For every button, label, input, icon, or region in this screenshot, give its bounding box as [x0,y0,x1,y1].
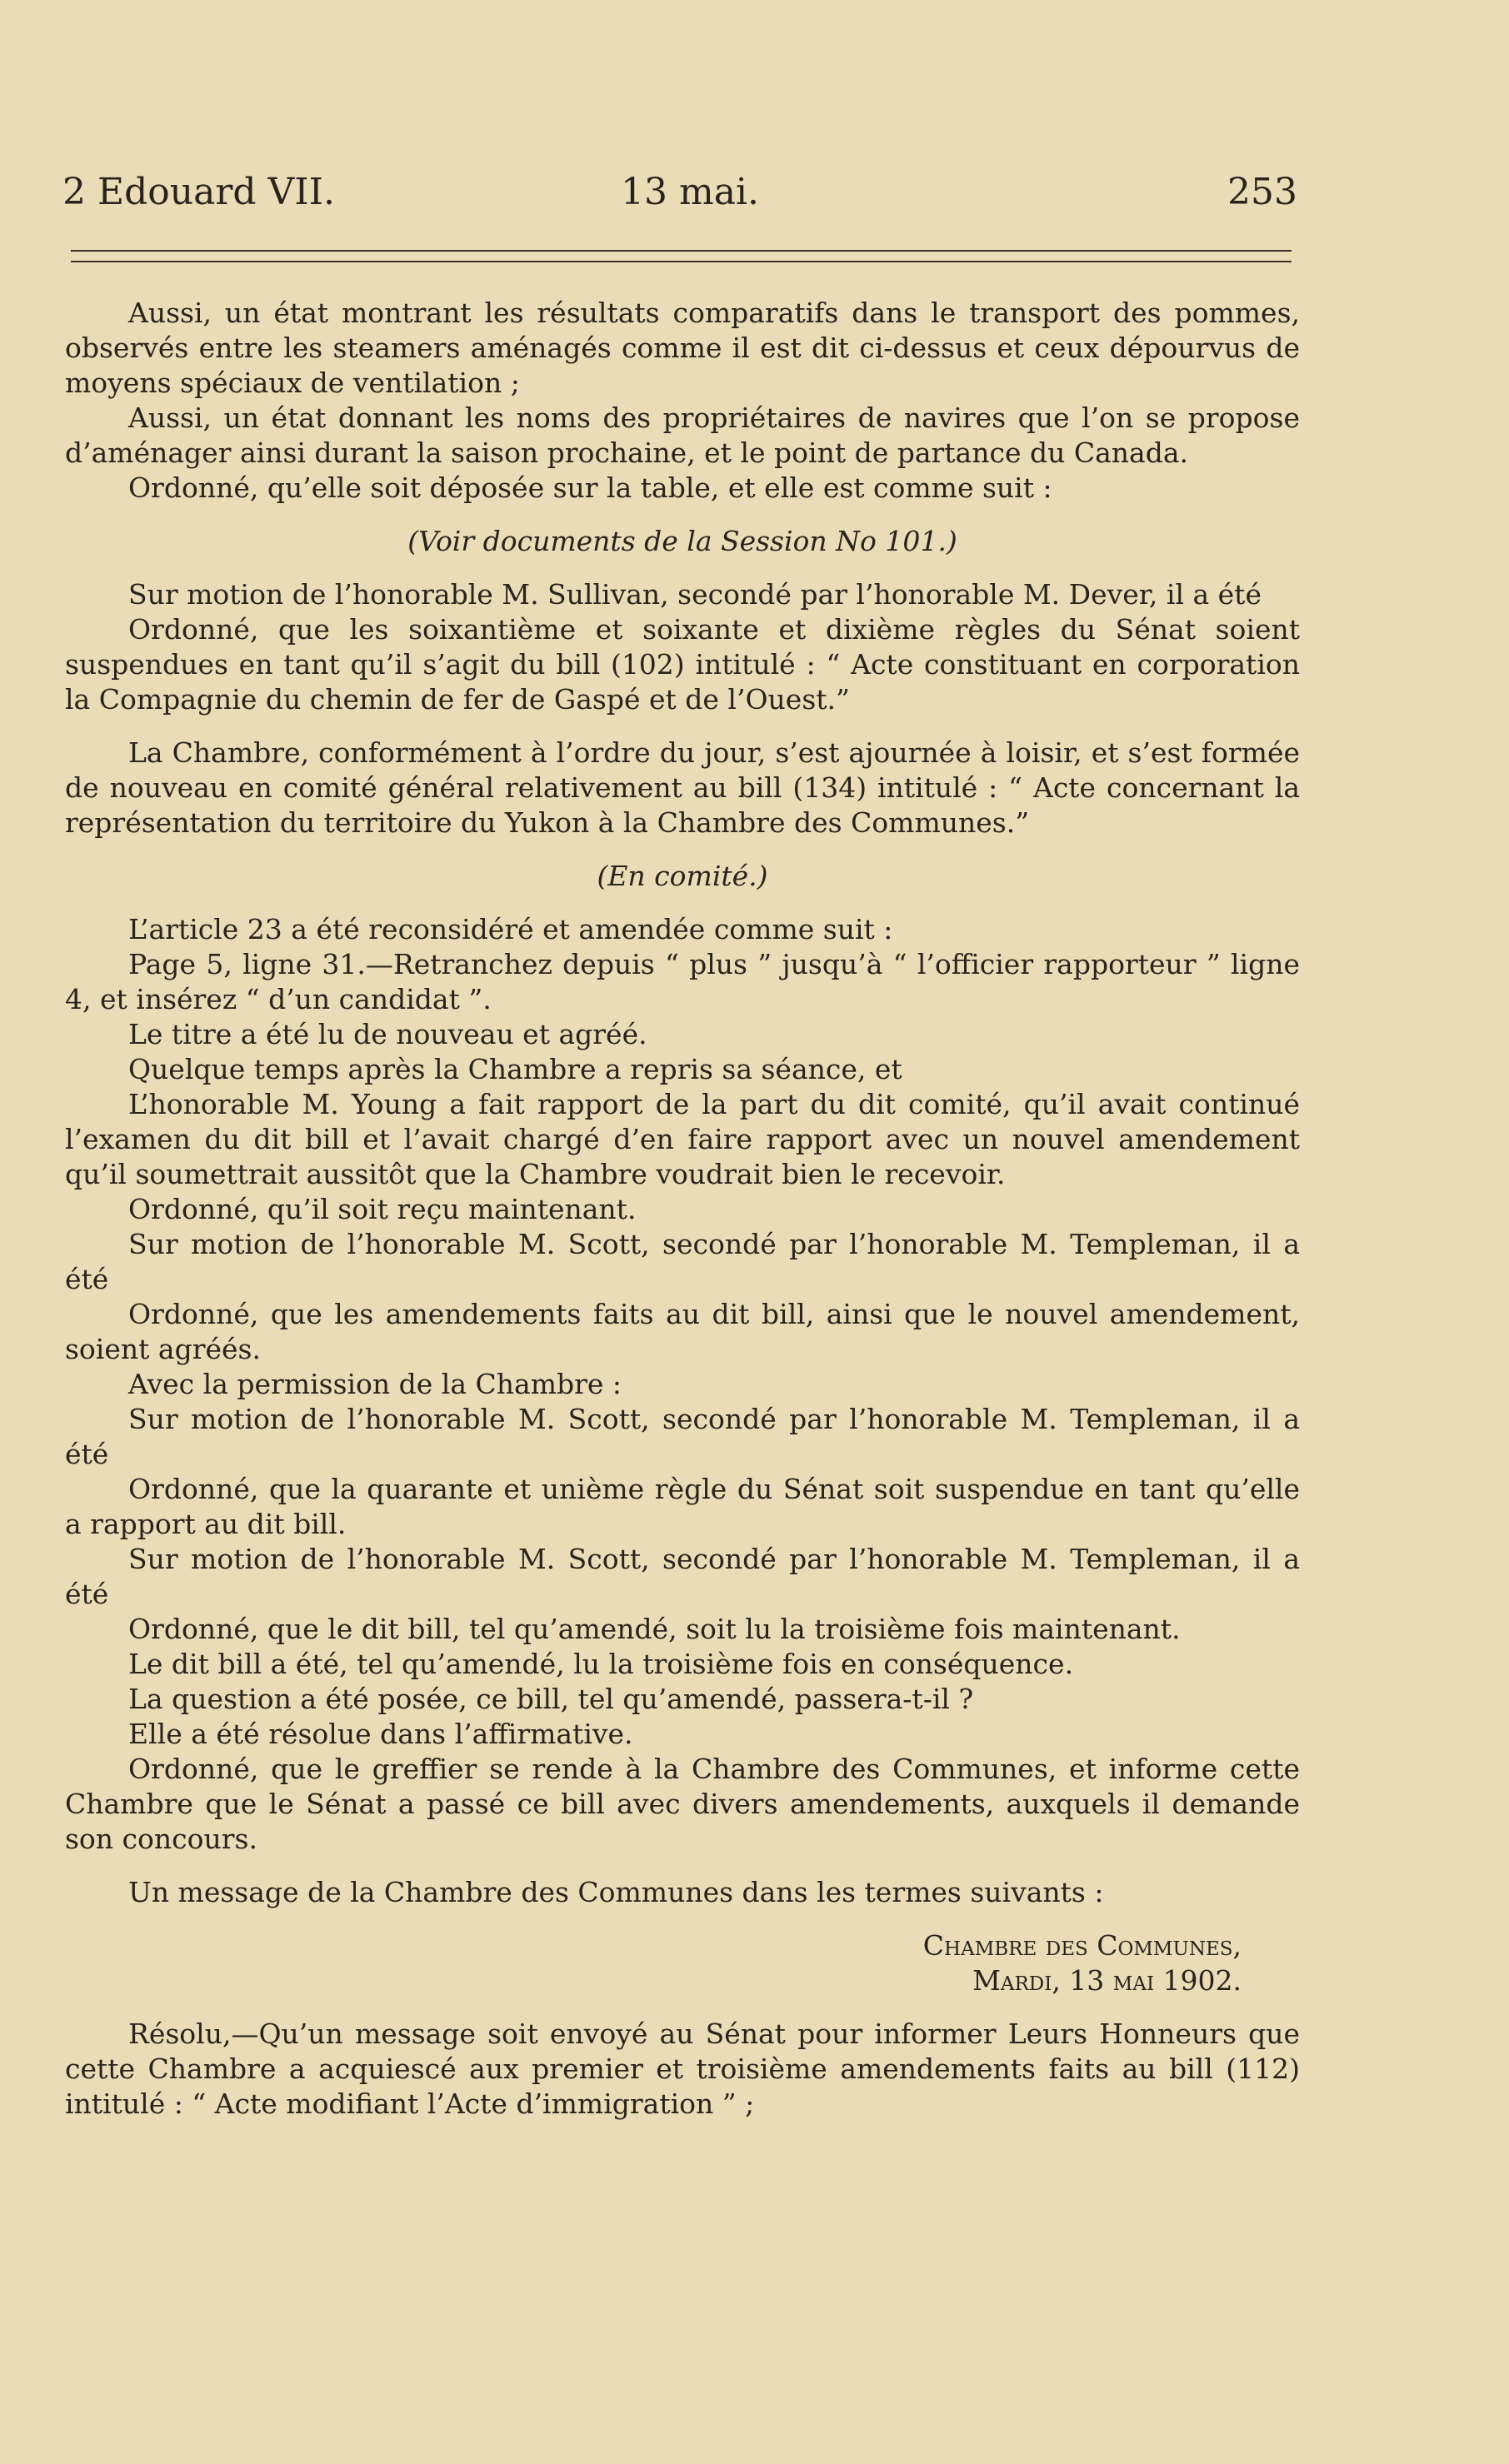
paragraph: Résolu,—Qu’un message soit envoyé au Sénat pour informer Leurs Honneurs que cette Chambre a acquiescé aux premier et troisième amendements faits au bill (112) intitulé : “ Acte modifiant l’Acte d’immigration ” ; [65,2018,1300,2120]
header-rule-top [71,250,1292,252]
paragraph: Page 5, ligne 31.—Retranchez depuis “ plus ” jusqu’à “ l’officier rapporteur ” ligne 4, et insérez “ d’un candidat ”. [65,948,1300,1015]
paragraph: Ordonné, que le dit bill, tel qu’amendé, soit lu la troisième fois maintenant. [128,1613,1181,1645]
paragraph: Le dit bill a été, tel qu’amendé, lu la troisième fois en conséquence. [128,1648,1074,1680]
paragraph: Ordonné, que les soixantième et soixante et dixième règles du Sénat soient suspendues en tant qu’il s’agit du bill (102) intitulé : “ Acte constituant en corporation la Compagnie du chemin de fer de Gaspé et de l’Ouest.” [65,613,1300,716]
paragraph: L’article 23 a été reconsidéré et amendée comme suit : [128,913,893,945]
paragraph: Le titre a été lu de nouveau et agréé. [128,1018,647,1050]
paragraph: Avec la permission de la Chambre : [128,1368,622,1400]
message-origin: Chambre des Communes, [922,1929,1242,1962]
paragraph: Ordonné, que la quarante et unième règle du Sénat soit suspendue en tant qu’elle a rapport au dit bill. [65,1473,1300,1540]
paragraph: Un message de la Chambre des Communes dans les termes suivants : [128,1876,1104,1908]
paragraph: Ordonné, que le greffier se rende à la Chambre des Communes, et informe cette Chambre que le Sénat a passé ce bill avec divers amendements, auxquels il demande son concours. [65,1753,1300,1855]
paragraph: Sur motion de l’honorable M. Sullivan, secondé par l’honorable M. Dever, il a été [128,578,1262,611]
paragraph: Aussi, un état montrant les résultats comparatifs dans le transport des pommes, observés entre les steamers aménagés comme il est dit ci-dessus et ceux dépourvus de moyens spéciaux de ventilation ; [65,297,1300,399]
paragraph: Ordonné, qu’elle soit déposée sur la table, et elle est comme suit : [128,471,1052,504]
message-date: Mardi, 13 mai 1902. [972,1964,1242,1997]
paragraph: L’honorable M. Young a fait rapport de la part du dit comité, qu’il avait continué l’examen du dit bill et l’avait chargé d’en faire rapport avec un nouvel amendement qu’il soumettrait aussitôt que la Chambre voudrait bien le recevoir. [65,1088,1300,1190]
header-rule-bottom [71,261,1292,262]
paragraph: Ordonné, qu’il soit reçu maintenant. [128,1193,637,1225]
paragraph: La question a été posée, ce bill, tel qu’amendé, passera-t-il ? [128,1683,974,1715]
body-text [65,296,1300,2122]
paragraph: Sur motion de l’honorable M. Scott, secondé par l’honorable M. Templeman, il a été [65,1228,1300,1295]
page-number: 253 [1227,171,1297,213]
paragraph: Elle a été résolue dans l’affirmative. [128,1718,633,1750]
paragraph: Sur motion de l’honorable M. Scott, secondé par l’honorable M. Templeman, il a été [65,1543,1300,1610]
section-heading: (En comité.) [597,860,768,892]
paragraph: Quelque temps après la Chambre a repris sa séance, et [128,1053,902,1085]
paragraph: Sur motion de l’honorable M. Scott, secondé par l’honorable M. Templeman, il a été [65,1403,1300,1470]
page-header [62,171,1297,221]
header-date: 13 mai. [621,171,759,213]
header-session: 2 Edouard VII. [62,171,336,213]
paragraph: La Chambre, conformément à l’ordre du jour, s’est ajournée à loisir, et s’est formée de nouveau en comité général relativement au bill (134) intitulé : “ Acte concernant la représentation du territoire du Yukon à la Chambre des Communes.” [65,736,1300,839]
paragraph: Ordonné, que les amendements faits au dit bill, ainsi que le nouvel amendement, soient agréés. [65,1298,1300,1365]
paragraph: Aussi, un état donnant les noms des propriétaires de navires que l’on se propose d’aménager ainsi durant la saison prochaine, et le point de partance du Canada. [65,402,1300,469]
document-reference: (Voir documents de la Session No 101.) [407,525,957,557]
